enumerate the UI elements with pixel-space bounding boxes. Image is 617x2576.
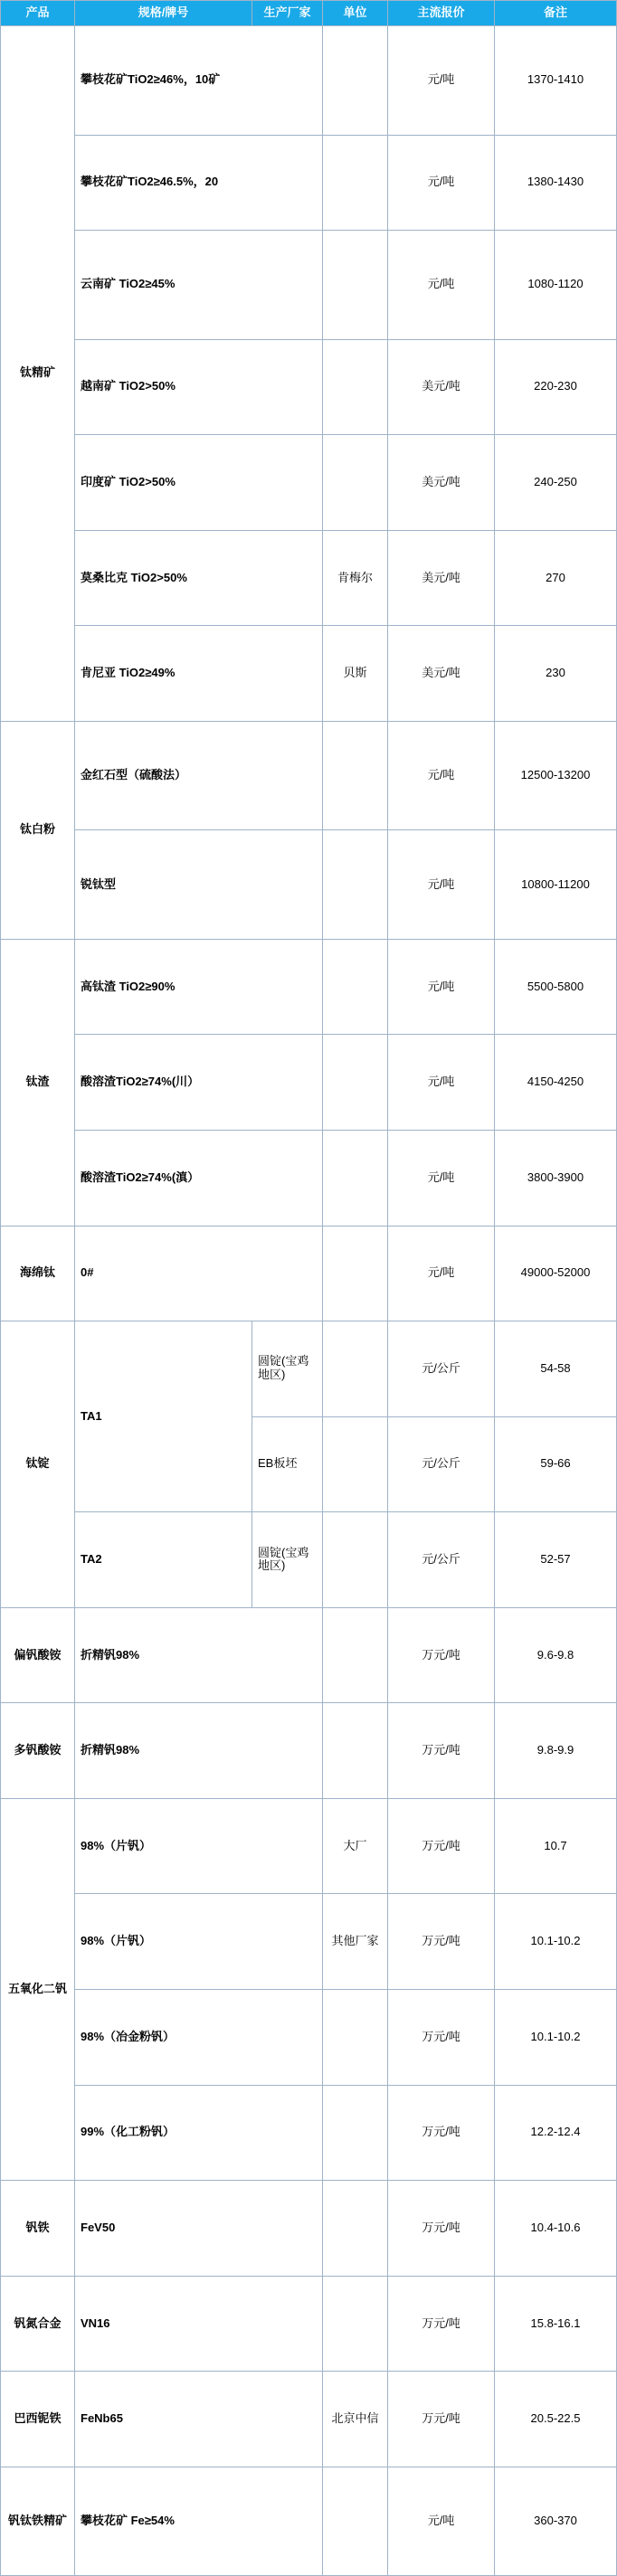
unit-cell: 元/吨 (388, 1035, 495, 1131)
price-cell: 52-57 (495, 1512, 617, 1608)
unit-cell: 美元/吨 (388, 530, 495, 626)
table-row (1, 721, 617, 830)
price-cell: 270 (495, 530, 617, 626)
spec-cell: 攀枝花矿TiO2≥46%，10矿 (75, 26, 323, 136)
unit-cell: 万元/吨 (388, 2276, 495, 2372)
table-row (1, 2467, 617, 2576)
header-remark: 备注 (495, 1, 617, 26)
manufacturer-cell (323, 2467, 388, 2576)
manufacturer-cell (323, 1703, 388, 1799)
manufacturer-cell (323, 830, 388, 940)
unit-cell: 万元/吨 (388, 1894, 495, 1990)
manufacturer-cell (323, 2276, 388, 2372)
manufacturer-cell (323, 26, 388, 136)
price-cell: 10800-11200 (495, 830, 617, 940)
manufacturer-cell (323, 1416, 388, 1512)
unit-cell: 万元/吨 (388, 1798, 495, 1894)
product-cell: 钒铁 (1, 2181, 75, 2277)
spec-cell: 98%（片钒） (75, 1894, 323, 1990)
price-cell: 360-370 (495, 2467, 617, 2576)
spec-cell: 折精钒98% (75, 1607, 323, 1703)
unit-cell: 美元/吨 (388, 435, 495, 531)
unit-cell: 元/吨 (388, 830, 495, 940)
price-cell: 20.5-22.5 (495, 2372, 617, 2467)
table-row (1, 1226, 617, 1321)
header-manufacturer: 生产厂家 (252, 1, 323, 26)
spec-grade-cell: TA1 (75, 1321, 252, 1512)
spec-cell: 金红石型（硫酸法） (75, 721, 323, 830)
spec-cell: 攀枝花矿 Fe≥54% (75, 2467, 323, 2576)
unit-cell: 元/公斤 (388, 1321, 495, 1417)
spec-grade-cell: TA2 (75, 1512, 252, 1608)
manufacturer-cell (323, 1226, 388, 1321)
table-row (1, 626, 617, 722)
price-cell: 15.8-16.1 (495, 2276, 617, 2372)
product-cell: 钛渣 (1, 939, 75, 1226)
spec-cell: 肯尼亚 TiO2≥49% (75, 626, 323, 722)
table-row (1, 530, 617, 626)
spec-sub-cell: 圆锭(宝鸡地区) (252, 1512, 323, 1608)
manufacturer-cell (323, 339, 388, 435)
unit-cell: 元/吨 (388, 939, 495, 1035)
unit-cell: 元/吨 (388, 135, 495, 231)
table-row (1, 231, 617, 340)
price-cell: 1080-1120 (495, 231, 617, 340)
price-cell: 10.7 (495, 1798, 617, 1894)
manufacturer-cell (323, 435, 388, 531)
product-cell: 海绵钛 (1, 1226, 75, 1321)
price-cell: 220-230 (495, 339, 617, 435)
price-cell: 59-66 (495, 1416, 617, 1512)
spec-cell: 印度矿 TiO2>50% (75, 435, 323, 531)
product-cell: 钛精矿 (1, 26, 75, 722)
table-row (1, 830, 617, 940)
manufacturer-cell (323, 135, 388, 231)
manufacturer-cell (323, 1130, 388, 1226)
product-cell: 多钒酸铵 (1, 1703, 75, 1799)
manufacturer-cell: 北京中信 (323, 2372, 388, 2467)
table-row (1, 1607, 617, 1703)
manufacturer-cell (323, 721, 388, 830)
unit-cell: 元/吨 (388, 231, 495, 340)
spec-cell: FeNb65 (75, 2372, 323, 2467)
table-row (1, 1990, 617, 2086)
spec-cell: 酸溶渣TiO2≥74%(滇） (75, 1130, 323, 1226)
manufacturer-cell (323, 1035, 388, 1131)
product-cell: 钛白粉 (1, 721, 75, 939)
table-row (1, 1035, 617, 1131)
unit-cell: 元/吨 (388, 2467, 495, 2576)
price-cell: 4150-4250 (495, 1035, 617, 1131)
header-price: 主流报价 (388, 1, 495, 26)
table-row (1, 2276, 617, 2372)
table-row (1, 1512, 617, 1608)
table-row (1, 26, 617, 136)
manufacturer-cell: 大厂 (323, 1798, 388, 1894)
spec-cell: 云南矿 TiO2≥45% (75, 231, 323, 340)
table-row (1, 1703, 617, 1799)
spec-cell: 酸溶渣TiO2≥74%(川） (75, 1035, 323, 1131)
price-cell: 12500-13200 (495, 721, 617, 830)
header-row (1, 1, 617, 26)
unit-cell: 元/吨 (388, 1130, 495, 1226)
spec-sub-cell: 圆锭(宝鸡地区) (252, 1321, 323, 1417)
manufacturer-cell (323, 1321, 388, 1417)
price-cell: 1370-1410 (495, 26, 617, 136)
spec-cell: 锐钛型 (75, 830, 323, 940)
table-row (1, 1798, 617, 1894)
product-cell: 钒氮合金 (1, 2276, 75, 2372)
price-cell: 12.2-12.4 (495, 2085, 617, 2181)
unit-cell: 万元/吨 (388, 1990, 495, 2086)
spec-cell: 高钛渣 TiO2≥90% (75, 939, 323, 1035)
price-cell: 10.1-10.2 (495, 1990, 617, 2086)
product-cell: 偏钒酸铵 (1, 1607, 75, 1703)
table-row (1, 1894, 617, 1990)
price-cell: 5500-5800 (495, 939, 617, 1035)
product-cell: 钒钛铁精矿 (1, 2467, 75, 2576)
spec-cell: 莫桑比克 TiO2>50% (75, 530, 323, 626)
manufacturer-cell (323, 2181, 388, 2277)
price-cell: 3800-3900 (495, 1130, 617, 1226)
manufacturer-cell (323, 2085, 388, 2181)
unit-cell: 元/公斤 (388, 1416, 495, 1512)
table-row (1, 1130, 617, 1226)
unit-cell: 元/吨 (388, 1226, 495, 1321)
product-cell: 五氧化二钒 (1, 1798, 75, 2180)
manufacturer-cell (323, 1990, 388, 2086)
spec-cell: 99%（化工粉钒） (75, 2085, 323, 2181)
unit-cell: 美元/吨 (388, 626, 495, 722)
unit-cell: 元/吨 (388, 721, 495, 830)
price-cell: 54-58 (495, 1321, 617, 1417)
price-cell: 230 (495, 626, 617, 722)
manufacturer-cell: 其他厂家 (323, 1894, 388, 1990)
spec-cell: VN16 (75, 2276, 323, 2372)
price-cell: 9.6-9.8 (495, 1607, 617, 1703)
unit-cell: 万元/吨 (388, 2372, 495, 2467)
price-cell: 49000-52000 (495, 1226, 617, 1321)
spec-cell: 攀枝花矿TiO2≥46.5%，20 (75, 135, 323, 231)
manufacturer-cell: 肯梅尔 (323, 530, 388, 626)
unit-cell: 万元/吨 (388, 2085, 495, 2181)
header-unit: 单位 (323, 1, 388, 26)
price-cell: 9.8-9.9 (495, 1703, 617, 1799)
price-cell: 10.4-10.6 (495, 2181, 617, 2277)
product-cell: 钛锭 (1, 1321, 75, 1608)
manufacturer-cell (323, 939, 388, 1035)
table-row (1, 2181, 617, 2277)
table-body (1, 26, 617, 2576)
unit-cell: 元/吨 (388, 26, 495, 136)
manufacturer-cell (323, 1607, 388, 1703)
spec-cell: 98%（冶金粉钒） (75, 1990, 323, 2086)
manufacturer-cell: 贝斯 (323, 626, 388, 722)
table-row (1, 939, 617, 1035)
unit-cell: 万元/吨 (388, 2181, 495, 2277)
unit-cell: 万元/吨 (388, 1607, 495, 1703)
price-cell: 240-250 (495, 435, 617, 531)
manufacturer-cell (323, 231, 388, 340)
price-cell: 10.1-10.2 (495, 1894, 617, 1990)
spec-sub-cell: EB板坯 (252, 1416, 323, 1512)
table-row (1, 435, 617, 531)
header-product: 产品 (1, 1, 75, 26)
unit-cell: 万元/吨 (388, 1703, 495, 1799)
spec-cell: 0# (75, 1226, 323, 1321)
table-row (1, 1321, 617, 1417)
table-row (1, 2085, 617, 2181)
manufacturer-cell (323, 1512, 388, 1608)
table-row (1, 339, 617, 435)
spec-cell: 越南矿 TiO2>50% (75, 339, 323, 435)
table-header (1, 1, 617, 26)
table-row (1, 2372, 617, 2467)
spec-cell: 98%（片钒） (75, 1798, 323, 1894)
unit-cell: 美元/吨 (388, 339, 495, 435)
spec-cell: FeV50 (75, 2181, 323, 2277)
table-row (1, 135, 617, 231)
unit-cell: 元/公斤 (388, 1512, 495, 1608)
header-spec: 规格/牌号 (75, 1, 252, 26)
spec-cell: 折精钒98% (75, 1703, 323, 1799)
price-cell: 1380-1430 (495, 135, 617, 231)
product-cell: 巴西铌铁 (1, 2372, 75, 2467)
